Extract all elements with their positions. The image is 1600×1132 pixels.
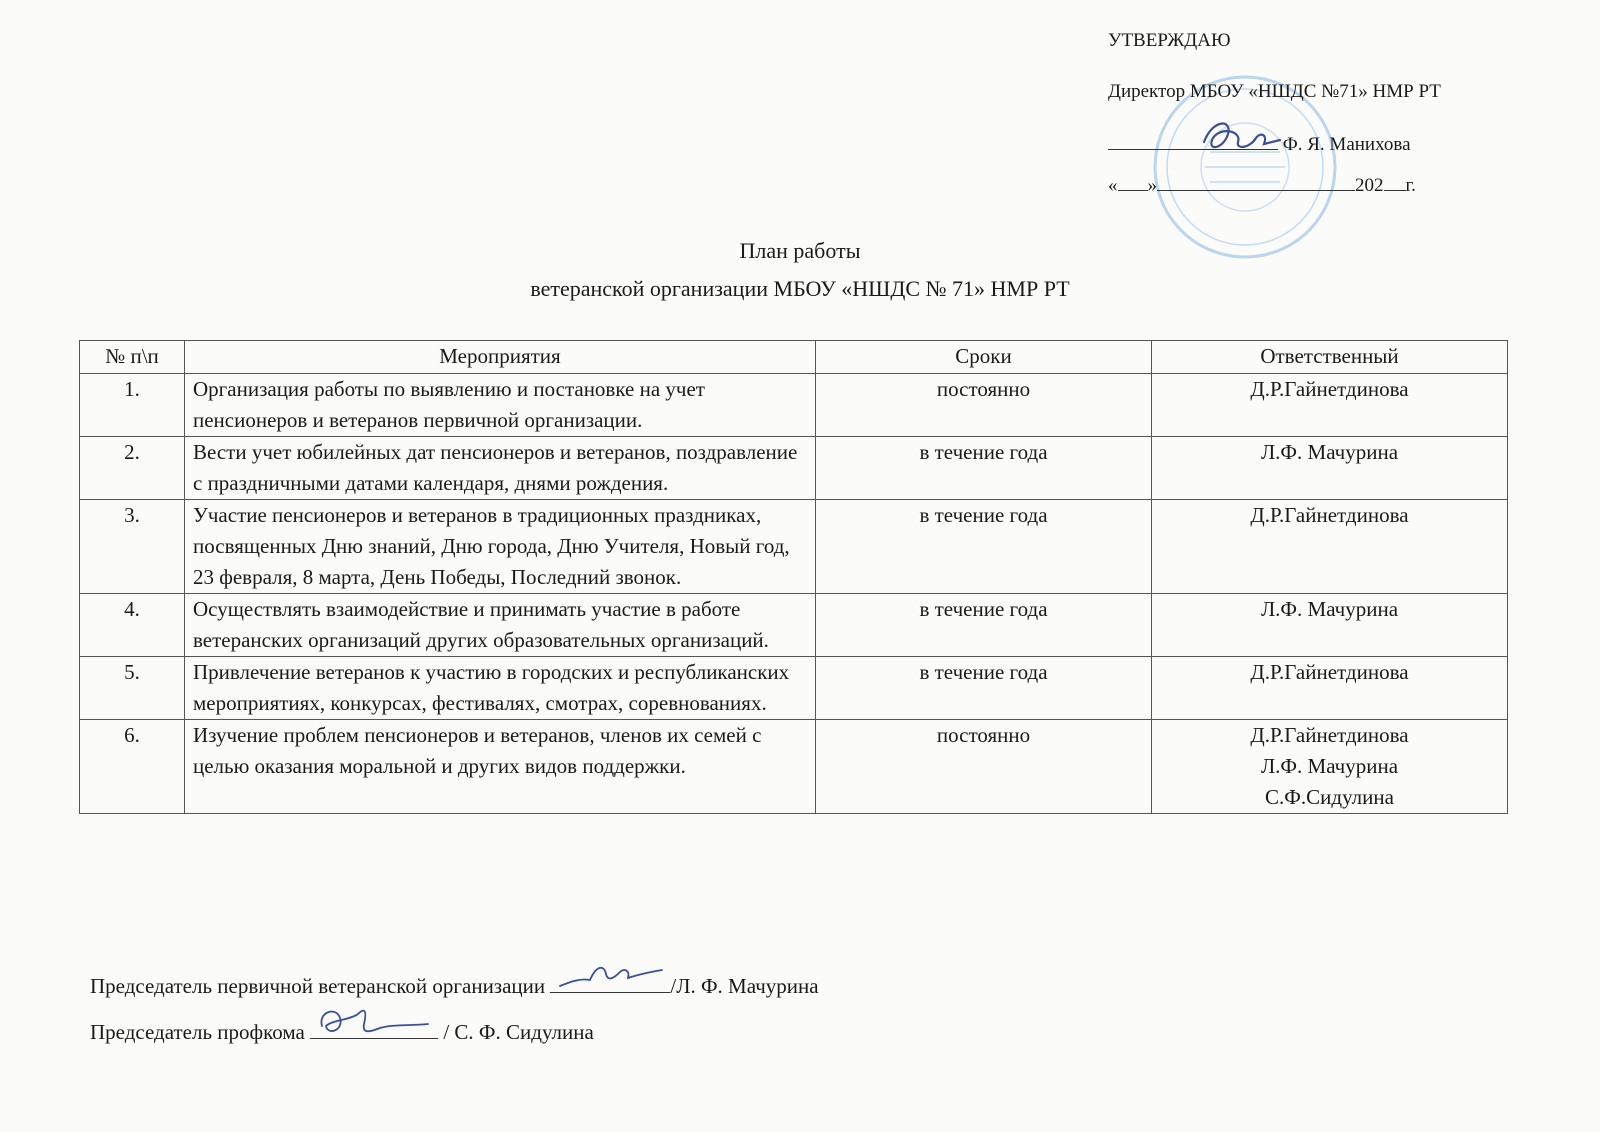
director-position: Директор МБОУ «НШДС №71» НМР РТ [1108,81,1441,102]
header-responsible: Ответственный [1152,341,1508,374]
table-row [80,374,1508,437]
table-row [80,594,1508,657]
header-num: № п\п [80,341,185,374]
row-activity: Осуществлять взаимодействие и принимать участие в работе ветеранских организаций других образовательных организаций. [185,594,816,657]
table-row [80,500,1508,594]
approve-label: УТВЕРЖДАЮ [1108,30,1231,51]
table-row [80,437,1508,500]
row-responsible [1152,720,1508,814]
row-num: 1. [80,374,185,437]
director-signature-line [1108,131,1411,156]
responsible-person: Д.Р.Гайнетдинова [1250,660,1409,684]
row-activity: Организация работы по выявлению и постановке на учет пенсионеров и ветеранов первичной организации. [185,374,816,437]
row-num: 4. [80,594,185,657]
row-dates: в течение года [816,657,1152,720]
row-activity: Вести учет юбилейных дат пенсионеров и ветеранов, поздравление с праздничными датами календаря, днями рождения. [185,437,816,500]
table-row [80,657,1508,720]
header-dates: Сроки [816,341,1152,374]
header-activity: Мероприятия [185,341,816,374]
date-close-quote: » [1147,175,1157,196]
date-year: 202 [1355,175,1384,196]
chair-union-signature-icon [310,1002,438,1042]
approval-date [1108,172,1416,197]
row-responsible [1152,437,1508,500]
chair-veterans-signature-line [550,970,670,993]
date-suffix: г. [1405,175,1416,196]
row-activity: Изучение проблем пенсионеров и ветеранов, членов их семей с целью оказания моральной и других видов поддержки. [185,720,816,814]
responsible-person: Д.Р.Гайнетдинова [1250,377,1409,401]
director-name: Ф. Я. Манихова [1282,134,1411,155]
plan-table [79,340,1508,814]
responsible-person: С.Ф.Сидулина [1265,785,1394,809]
date-open-quote: « [1108,175,1118,196]
responsible-person: Д.Р.Гайнетдинова [1250,723,1409,747]
row-responsible [1152,594,1508,657]
signature-chair-veterans [90,970,819,999]
row-num: 3. [80,500,185,594]
row-activity: Участие пенсионеров и ветеранов в традиционных праздниках, посвященных Дню знаний, Дню города, Дню Учителя, Новый год, 23 февраля, 8 марта, День Победы, Последний звонок. [185,500,816,594]
row-activity: Привлечение ветеранов к участию в городских и республиканских мероприятиях, конкурсах, фестивалях, смотрах, соревнованиях. [185,657,816,720]
row-dates: постоянно [816,374,1152,437]
row-num: 2. [80,437,185,500]
responsible-person: Д.Р.Гайнетдинова [1250,503,1409,527]
signature-chair-union [90,1016,594,1045]
responsible-person: Л.Ф. Мачурина [1260,440,1399,464]
document-subtitle: ветеранской организации МБОУ «НШДС № 71» НМР РТ [530,276,1070,301]
table-row [80,720,1508,814]
chair-veterans-name: /Л. Ф. Мачурина [670,974,819,998]
row-num: 6. [80,720,185,814]
table-header-row [80,341,1508,374]
row-responsible [1152,500,1508,594]
row-dates: в течение года [816,594,1152,657]
chair-veterans-label: Председатель первичной ветеранской организации [90,974,546,998]
row-dates: в течение года [816,500,1152,594]
responsible-person: Л.Ф. Мачурина [1260,754,1399,778]
chair-union-name: / С. Ф. Сидулина [443,1020,594,1044]
row-dates: постоянно [816,720,1152,814]
chair-union-label: Председатель профкома [90,1020,305,1044]
row-responsible [1152,374,1508,437]
document-title: План работы [739,238,861,263]
chair-veterans-signature-icon [550,956,670,992]
responsible-person: Л.Ф. Мачурина [1260,597,1399,621]
row-dates: в течение года [816,437,1152,500]
row-num: 5. [80,657,185,720]
chair-union-signature-line [310,1016,438,1039]
row-responsible [1152,657,1508,720]
